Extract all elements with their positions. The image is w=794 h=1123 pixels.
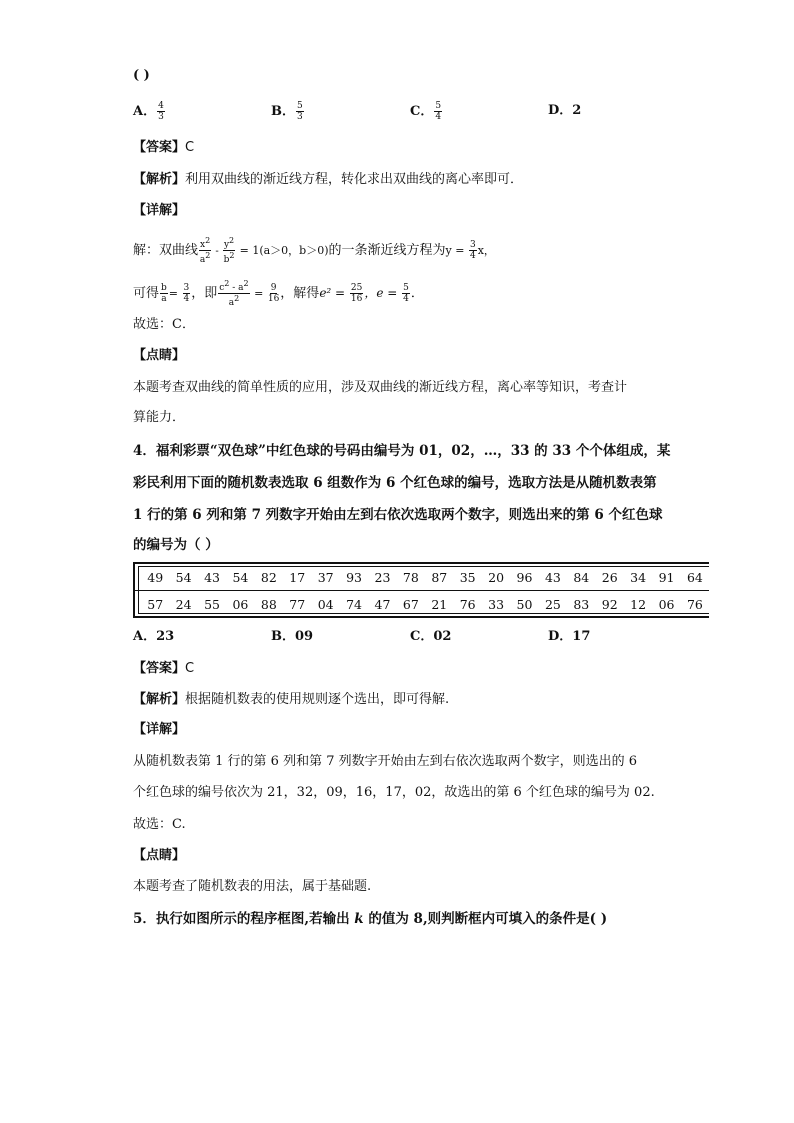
answer-line: 【答案】C (133, 661, 195, 676)
table-cell: 64 (686, 569, 703, 585)
option-b[interactable]: B． $\frac{5}{3}$ (271, 101, 303, 122)
option-letter: D． (548, 103, 573, 118)
q5-stem: 5．执行如图所示的程序框图,若输出 k 的值为 8,则判断框内可填入的条件是( ) (133, 911, 608, 927)
table-cell: 20 (488, 569, 505, 585)
table-cell: 91 (658, 569, 675, 585)
random-number-table (133, 562, 709, 618)
answer-paren: ( ) (133, 68, 150, 83)
answer-line: 【答案】C (133, 140, 195, 155)
table-row (135, 564, 709, 591)
table-cell: 25 (544, 596, 561, 612)
option-c[interactable]: C． $\frac{5}{4}$ (410, 101, 442, 122)
table-cell: 17 (289, 569, 306, 585)
table-cell: 37 (317, 569, 334, 585)
q4-stem-line-1: 4．福利彩票“双色球”中红色球的号码由编号为 01，02，…，33 的 33 个个体组成，某 (133, 443, 671, 459)
option-d[interactable]: D．2 (548, 103, 582, 118)
table-cell: 21 (431, 596, 448, 612)
table-cell: 92 (601, 596, 618, 612)
detail-line-2: 个红色球的编号依次为 21，32，09，16，17，02，故选出的第 6 个红色球的编号为 02. (133, 785, 655, 800)
q4-stem-line-2: 彩民利用下面的随机数表选取 6 组数作为 6 个红色球的编号，选取方法是从随机数表第 (133, 475, 657, 491)
comment-line-1: 本题考查双曲线的简单性质的应用，涉及双曲线的渐近线方程，离心率等知识，考查计 (133, 380, 628, 395)
table-cell: 43 (204, 569, 220, 585)
table-cell: 24 (175, 596, 192, 612)
choose-line: 故选：C． (133, 317, 195, 332)
table-cell: 55 (204, 596, 220, 612)
comment-heading: 【点睛】 (133, 848, 186, 863)
table-cell: 06 (658, 596, 675, 612)
option-c[interactable]: C．02 (410, 629, 452, 644)
table-cell: 35 (459, 569, 476, 585)
table-cell: 83 (573, 596, 590, 612)
table-cell: 93 (346, 569, 362, 585)
table-cell: 54 (232, 569, 249, 585)
table-cell: 76 (459, 596, 476, 612)
option-b[interactable]: B．09 (271, 629, 314, 644)
table-cell: 04 (317, 596, 334, 612)
option-letter: B． (271, 104, 295, 119)
table-cell: 43 (544, 569, 561, 585)
table-cell: 67 (402, 596, 419, 612)
q4-stem-line-3: 1 行的第 6 列和第 7 列数字开始由左到右依次选取两个数字，则选出来的第 6 个红色球 (133, 507, 663, 523)
table-cell: 57 (147, 596, 164, 612)
table-cell: 78 (402, 569, 419, 585)
table-cell: 26 (601, 569, 618, 585)
comment-heading: 【点睛】 (133, 348, 186, 363)
detail-heading: 【详解】 (133, 722, 186, 737)
table-cell: 77 (289, 596, 306, 612)
table-cell: 06 (232, 596, 249, 612)
option-a[interactable]: A．23 (133, 629, 175, 644)
option-letter: C． (410, 629, 434, 644)
q4-stem-line-4: 的编号为（ ） (133, 537, 219, 553)
analysis-line: 【解析】根据随机数表的使用规则逐个选出，即可得解. (133, 692, 450, 707)
choose-line: 故选：C. (133, 817, 186, 832)
table-cell: 74 (346, 596, 362, 612)
option-letter: D． (548, 629, 573, 644)
table-cell: 34 (630, 569, 647, 585)
analysis-line: 【解析】利用双曲线的渐近线方程，转化求出双曲线的离心率即可． (133, 172, 524, 187)
option-a[interactable]: A． $\frac{4}{3}$ (133, 101, 164, 122)
table-cell: 33 (488, 596, 505, 612)
table-cell: 12 (630, 596, 647, 612)
table-cell: 82 (260, 569, 277, 585)
option-letter: A． (133, 629, 157, 644)
option-letter: A． (133, 104, 157, 119)
option-letter: B． (271, 629, 295, 644)
option-d[interactable]: D．17 (548, 629, 591, 644)
comment-line: 本题考查了随机数表的用法，属于基础题. (133, 879, 372, 894)
table-cell: 49 (147, 569, 164, 585)
table-cell: 50 (516, 596, 533, 612)
table-cell: 87 (431, 569, 448, 585)
solution-line-1: 解：双曲线 $\frac{x2}{a2}$ - $\frac{y2}{b2}$ = 1(a＞0，b＞0)的一条渐近线方程为y = $\frac{3}{4}$ x， (133, 236, 495, 265)
solution-line-2: 可得 $\frac{b}{a}$ = $\frac{3}{4}$ ，即 $\frac{c2 - a2}{a2}$ = $\frac{9}{16}$ ，解得e² = $\frac{25}{16}$ ，e = $\frac{5}{4}$ ． (133, 279, 424, 308)
table-cell: 76 (686, 596, 703, 612)
comment-line-2: 算能力． (133, 410, 186, 425)
table-cell: 23 (374, 569, 391, 585)
table-cell: 54 (175, 569, 192, 585)
detail-line-1: 从随机数表第 1 行的第 6 列和第 7 列数字开始由左到右依次选取两个数字，则选出的 6 (133, 754, 638, 769)
table-cell: 47 (374, 596, 391, 612)
table-cell: 88 (260, 596, 277, 612)
detail-heading: 【详解】 (133, 203, 186, 218)
table-row (135, 591, 709, 617)
table-cell: 96 (516, 569, 533, 585)
option-letter: C． (410, 104, 434, 119)
table-cell: 84 (573, 569, 590, 585)
